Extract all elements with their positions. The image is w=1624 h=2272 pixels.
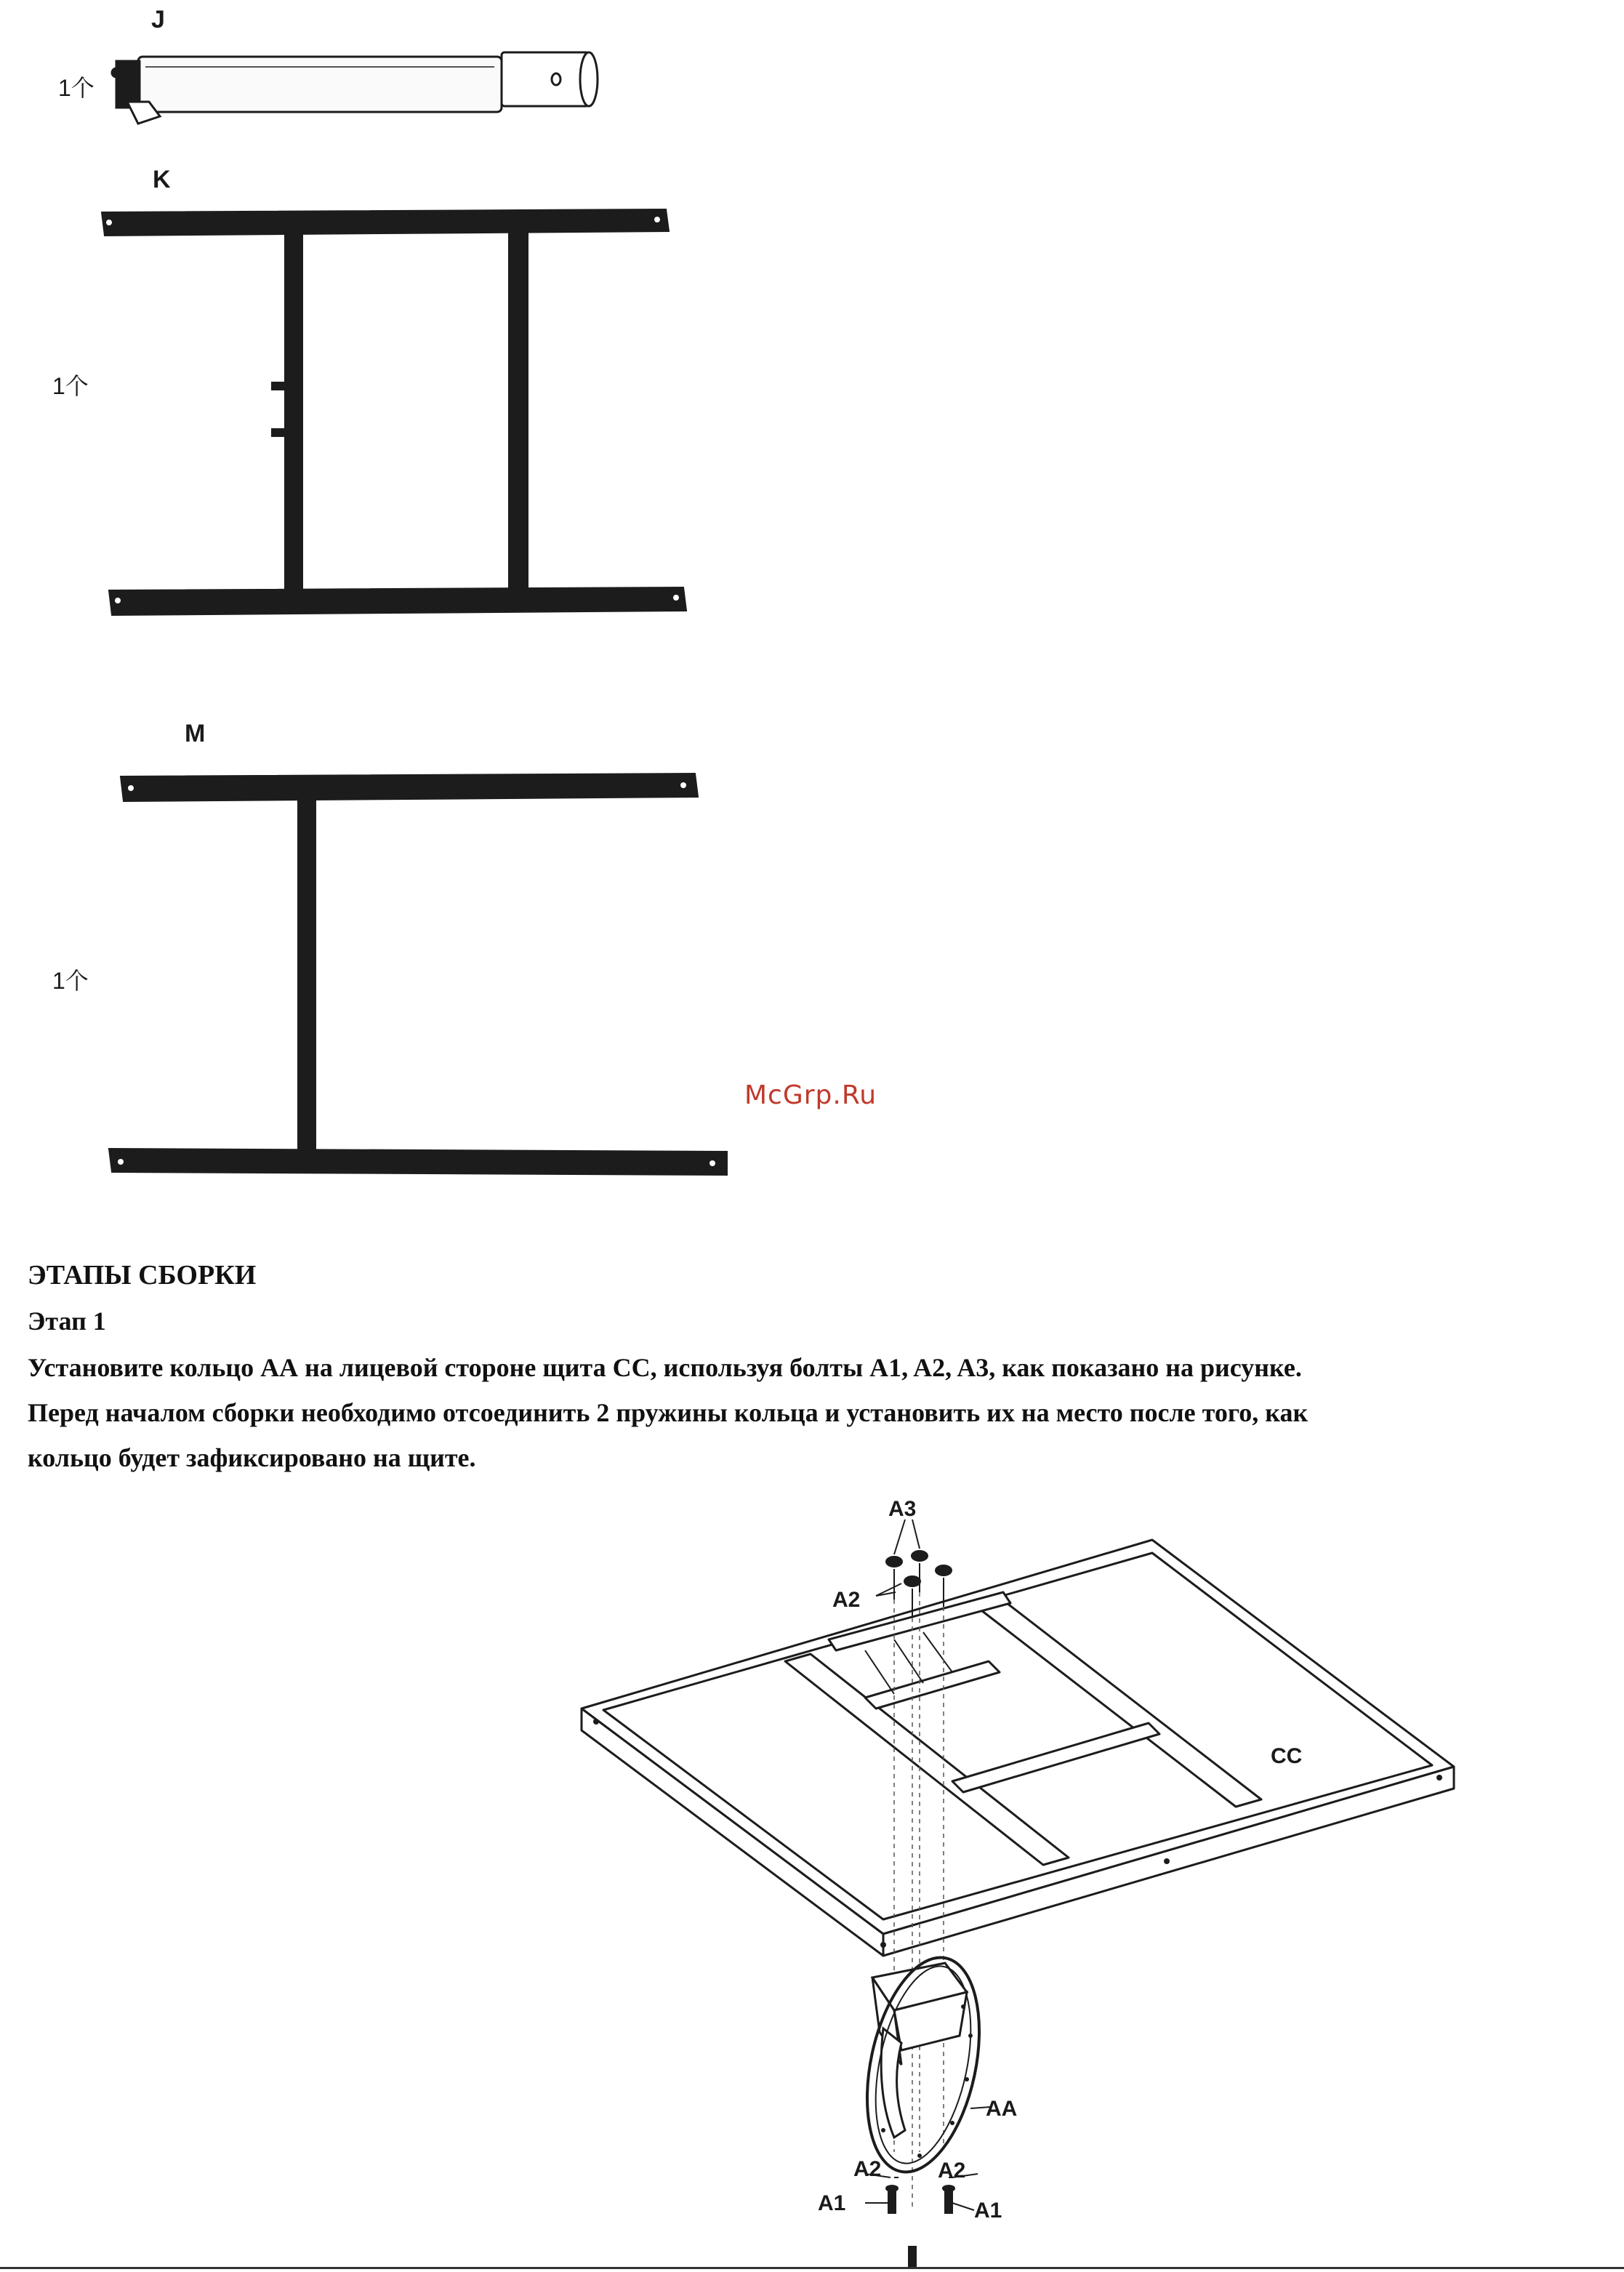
part-m-label: M bbox=[185, 720, 206, 747]
bottom-bolts-icon bbox=[886, 2177, 954, 2267]
label-a1-left: A1 bbox=[818, 2191, 846, 2215]
part-m-quantity: 1个 bbox=[52, 968, 89, 994]
part-k-label: K bbox=[153, 166, 171, 193]
label-aa: AA bbox=[986, 2097, 1018, 2121]
section-title: ЭТАПЫ СБОРКИ bbox=[28, 1260, 257, 1290]
label-a2-top: A2 bbox=[832, 1588, 861, 1612]
label-a2-left: A2 bbox=[853, 2157, 882, 2181]
instruction-line-3: кольцо будет зафиксировано на щите. bbox=[28, 1443, 476, 1472]
label-a1-right: A1 bbox=[974, 2199, 1002, 2223]
step-title: Этап 1 bbox=[28, 1306, 106, 1336]
bottom-divider bbox=[0, 2267, 1624, 2269]
label-cc: CC bbox=[1271, 1744, 1303, 1768]
instruction-line-2: Перед началом сборки необходимо отсоединить 2 пружины кольца и установить их на место после того, как bbox=[28, 1398, 1309, 1427]
backboard-frame-icon bbox=[582, 1540, 1454, 1956]
instruction-line-1: Установите кольцо АА на лицевой стороне щита CC, используя болты A1, A2, A3, как показано на рисунке. bbox=[28, 1353, 1302, 1382]
ring-bracket-icon bbox=[849, 1947, 997, 2182]
part-j-quantity: 1个 bbox=[58, 75, 95, 101]
label-a2-right: A2 bbox=[938, 2159, 966, 2183]
part-j-label: J bbox=[151, 6, 165, 33]
watermark: McGrp.Ru bbox=[744, 1080, 877, 1110]
label-a3: A3 bbox=[888, 1497, 917, 1521]
part-k-quantity: 1个 bbox=[52, 373, 89, 399]
